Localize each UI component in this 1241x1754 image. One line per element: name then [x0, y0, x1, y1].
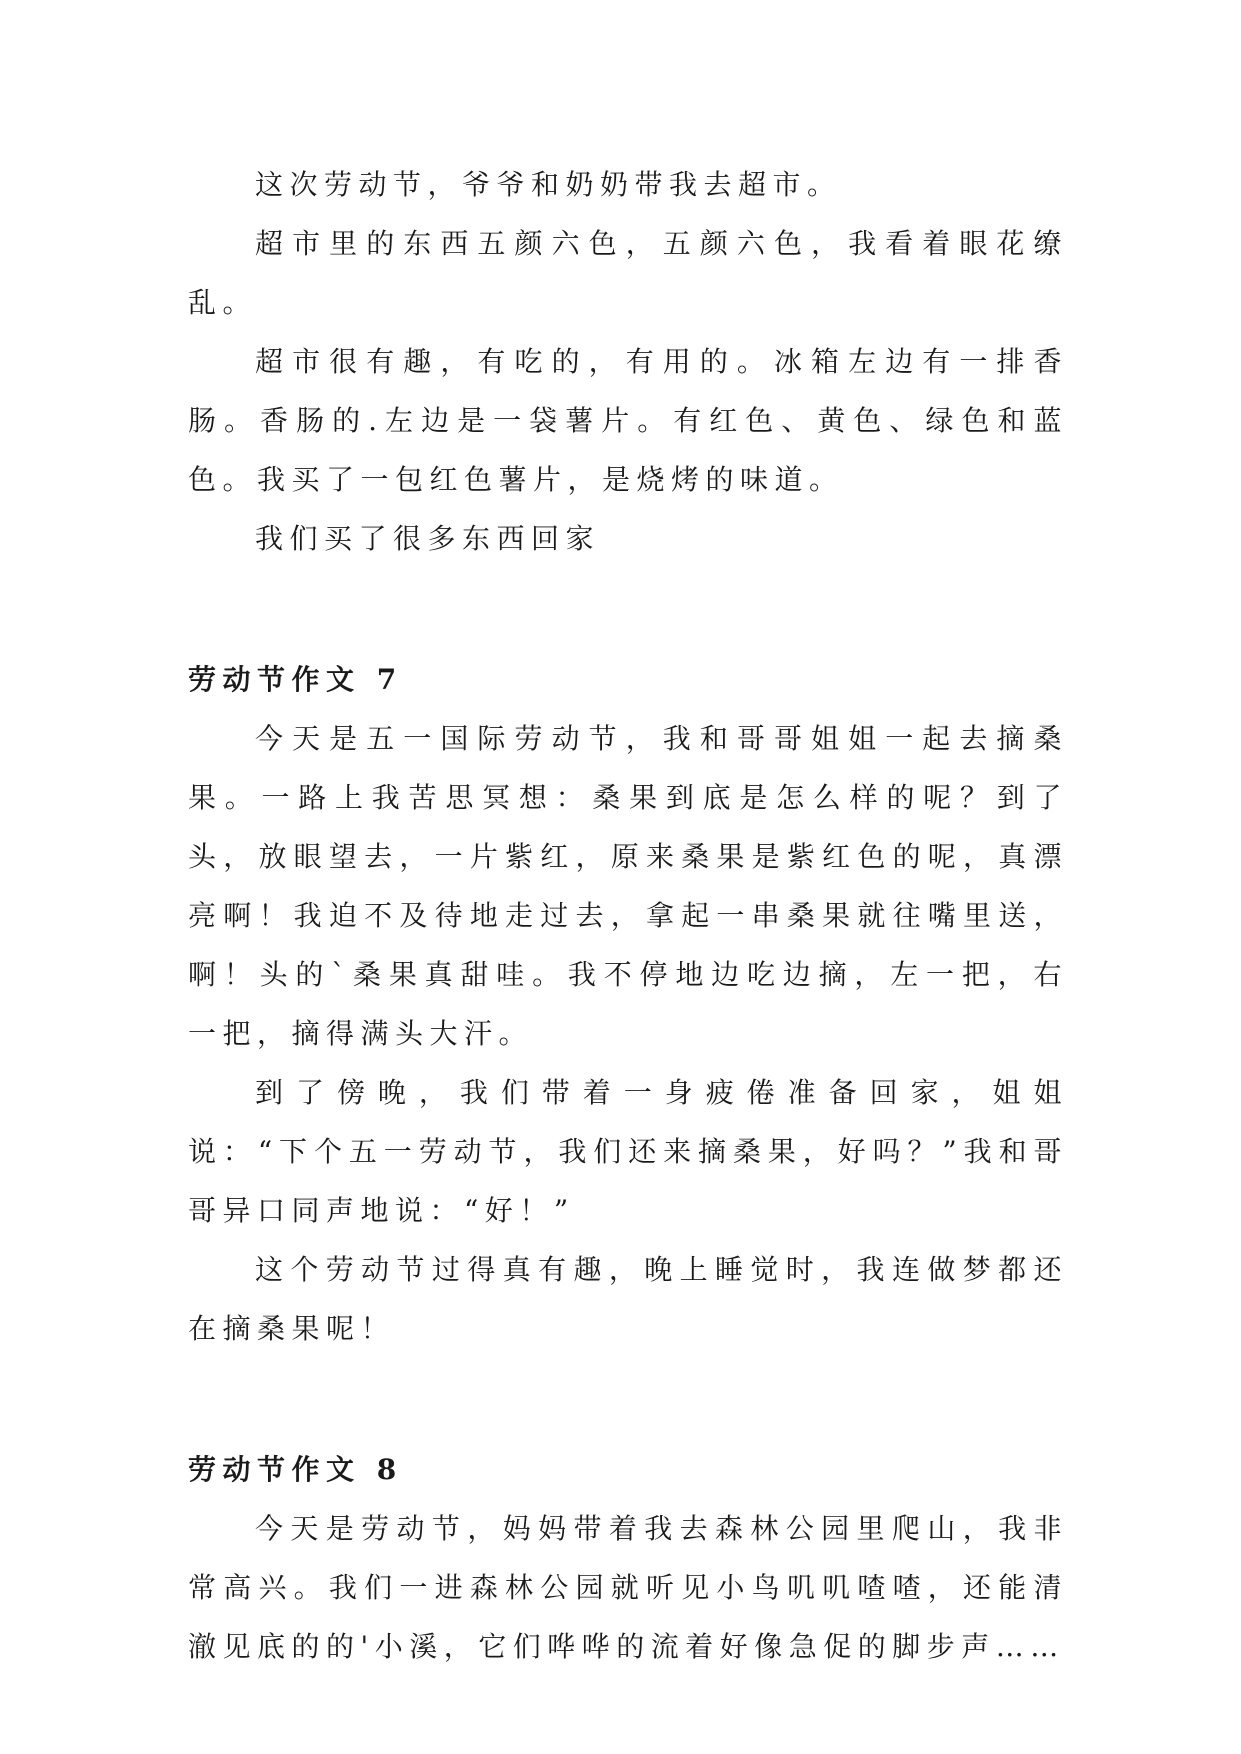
text-column	[188, 155, 1068, 1676]
section-spacer	[188, 1358, 1068, 1440]
paragraph: 这个劳动节过得真有趣，晚上睡觉时，我连做梦都还在摘桑果呢！	[188, 1253, 1068, 1345]
paragraph: 今天是五一国际劳动节，我和哥哥姐姐一起去摘桑果。一路上我苦思冥想：桑果到底是怎么样的呢？到了头，放眼望去，一片紫红，原来桑果是紫红色的呢，真漂亮啊！我迫不及待地走过去，拿起一串桑果就往嘴里送，啊！头的`桑果真甜哇。我不停地边吃边摘，左一把，右一把，摘得满头大汗。	[188, 722, 1068, 1050]
essay-title: 劳动节作文 8	[188, 1453, 403, 1486]
essay-6-section	[188, 155, 1068, 568]
essay-8-section	[188, 1440, 1068, 1676]
paragraph: 到了傍晚，我们带着一身疲倦准备回家，姐姐说：“下个五一劳动节，我们还来摘桑果，好吗？”我和哥哥异口同声地说：“好！”	[188, 1076, 1068, 1227]
paragraph: 今天是劳动节，妈妈带着我去森林公园里爬山，我非常高兴。我们一进森林公园就听见小鸟叽叽喳喳，还能清澈见底的的'小溪，它们哗哗的流着好像急促的脚步声……	[188, 1512, 1068, 1663]
paragraph: 超市里的东西五颜六色，五颜六色，我看着眼花缭乱。	[188, 227, 1068, 319]
paragraph: 这次劳动节，爷爷和奶奶带我去超市。	[255, 168, 842, 201]
essay-7-section	[188, 650, 1068, 1358]
paragraph: 超市很有趣，有吃的，有用的。冰箱左边有一排香肠。香肠的.左边是一袋薯片。有红色、黄色、绿色和蓝色。我买了一包红色薯片，是烧烤的味道。	[188, 345, 1068, 496]
section-spacer	[188, 568, 1068, 650]
paragraph: 我们买了很多东西回家	[255, 522, 601, 555]
essay-title: 劳动节作文 7	[188, 663, 403, 696]
